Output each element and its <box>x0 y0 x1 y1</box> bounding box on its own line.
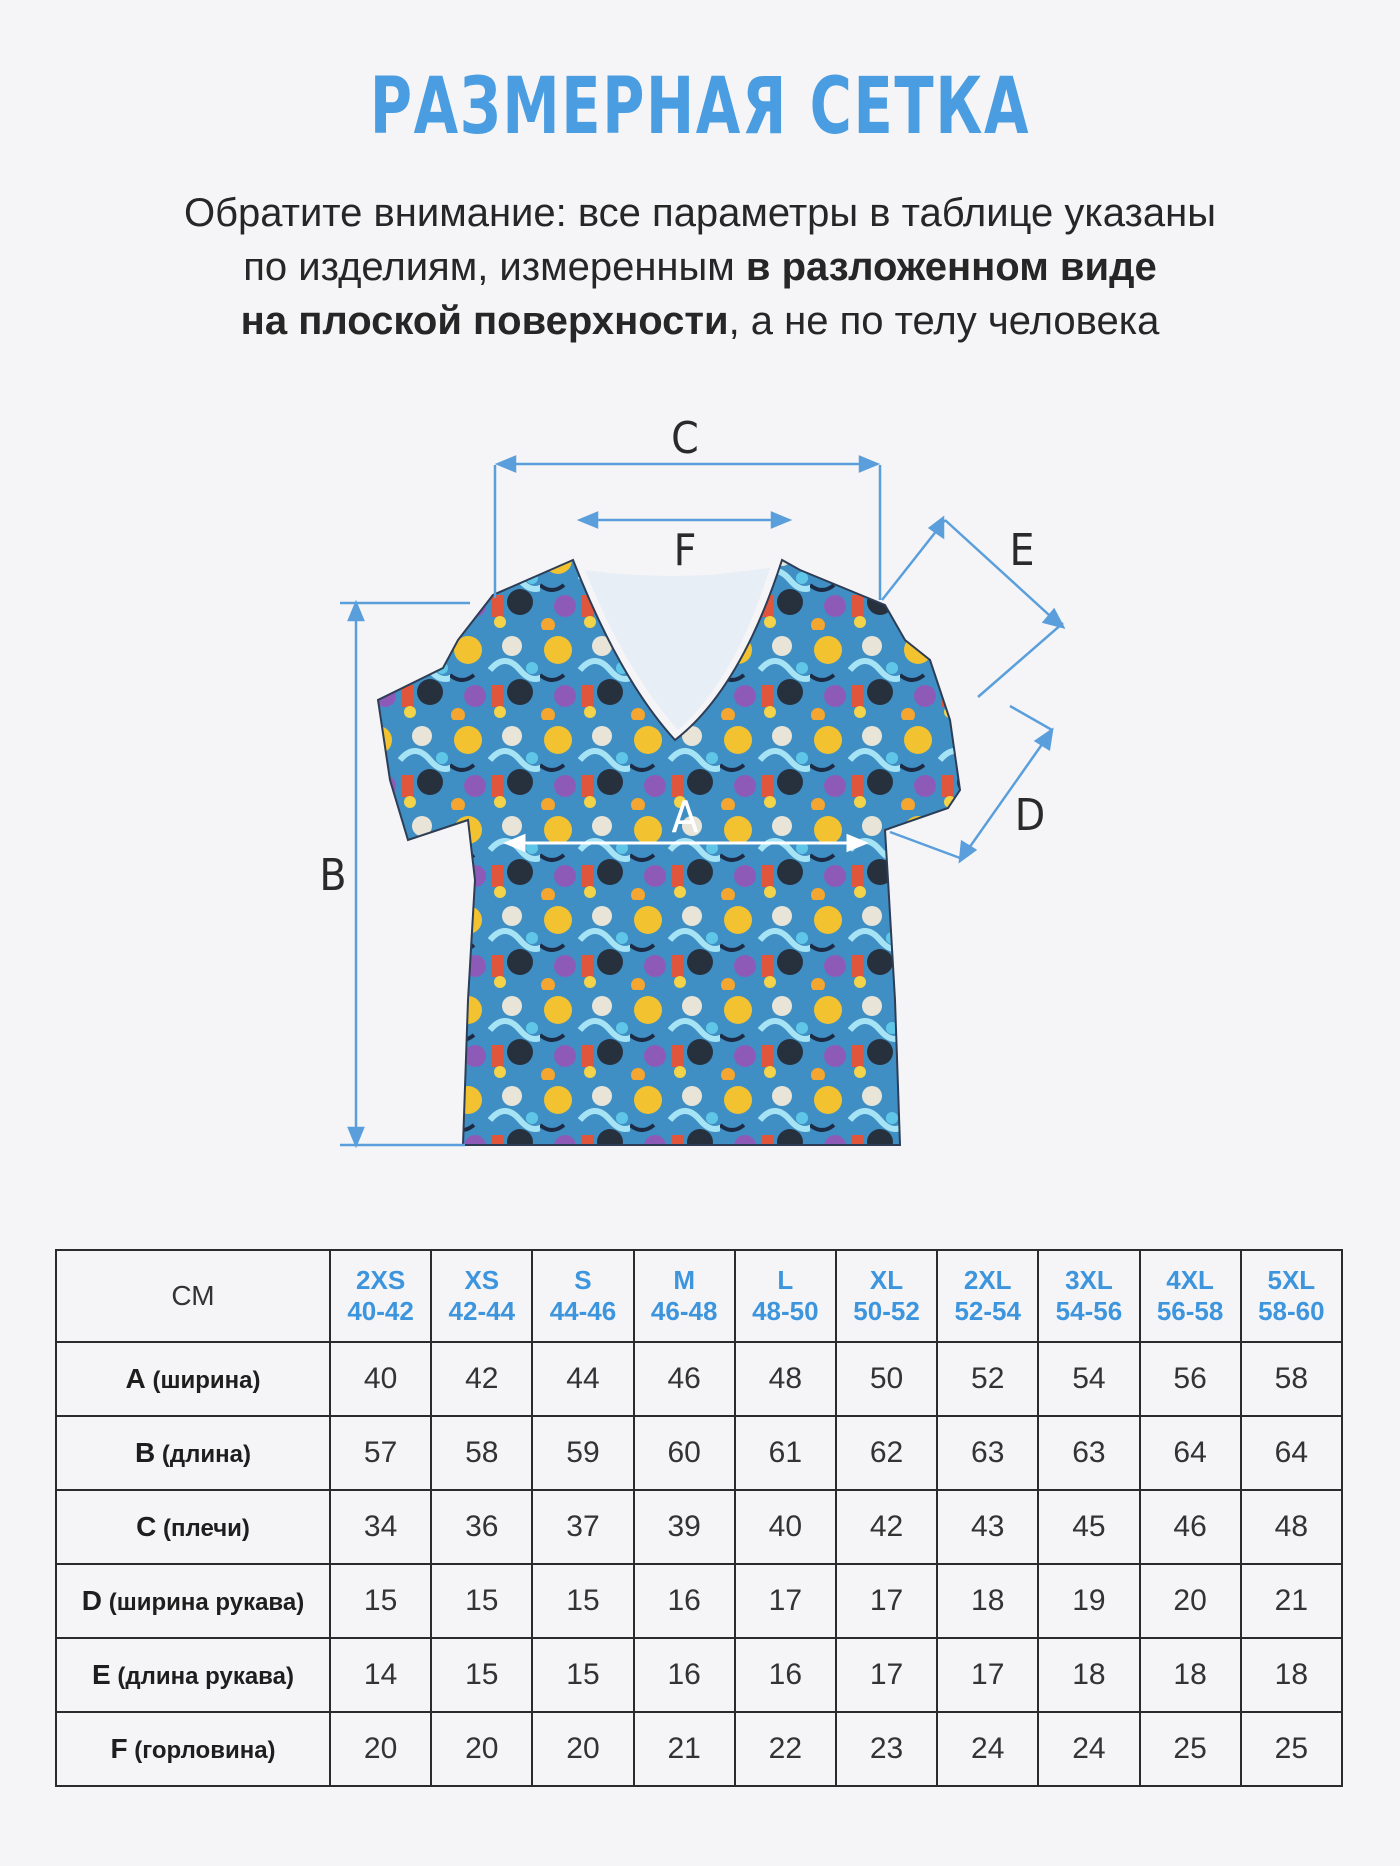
table-cell: 16 <box>634 1638 735 1712</box>
table-cell: 58 <box>431 1416 532 1490</box>
table-cell: 18 <box>1140 1638 1241 1712</box>
table-cell: 64 <box>1241 1416 1342 1490</box>
table-cell: 62 <box>836 1416 937 1490</box>
table-cell: 20 <box>532 1712 633 1786</box>
table-cell: 61 <box>735 1416 836 1490</box>
table-cell: 17 <box>836 1564 937 1638</box>
row-label <box>56 1564 330 1638</box>
table-cell: 14 <box>330 1638 431 1712</box>
table-cell: 57 <box>330 1416 431 1490</box>
size-column-header <box>1140 1250 1241 1342</box>
table-cell: 19 <box>1038 1564 1139 1638</box>
table-cell: 21 <box>634 1712 735 1786</box>
table-cell: 16 <box>735 1638 836 1712</box>
table-cell: 18 <box>1038 1638 1139 1712</box>
row-description: (горловина) <box>127 1737 276 1764</box>
size-table-body <box>56 1342 1342 1786</box>
size-column-header <box>634 1250 735 1342</box>
table-cell: 48 <box>1241 1490 1342 1564</box>
table-cell: 23 <box>836 1712 937 1786</box>
size-range: 42-44 <box>448 1296 516 1326</box>
size-header-row <box>56 1250 1342 1342</box>
page-title: РАЗМЕРНАЯ СЕТКА <box>369 62 1031 152</box>
table-cell: 48 <box>735 1342 836 1416</box>
label-b: B <box>319 850 347 901</box>
table-cell: 18 <box>1241 1638 1342 1712</box>
size-column-header <box>532 1250 633 1342</box>
table-row <box>56 1564 1342 1638</box>
table-cell: 20 <box>330 1712 431 1786</box>
table-cell: 46 <box>634 1342 735 1416</box>
unit-cell: СМ <box>56 1250 330 1342</box>
table-row <box>56 1416 1342 1490</box>
table-cell: 34 <box>330 1490 431 1564</box>
size-range: 54-56 <box>1055 1296 1123 1326</box>
table-cell: 17 <box>836 1638 937 1712</box>
size-name: S <box>574 1265 592 1295</box>
note-line-3-bold: на плоской поверхности <box>240 299 729 343</box>
table-cell: 44 <box>532 1342 633 1416</box>
row-label <box>56 1490 330 1564</box>
table-cell: 20 <box>1140 1564 1241 1638</box>
table-row <box>56 1638 1342 1712</box>
size-table <box>55 1249 1343 1787</box>
label-c: C <box>671 413 699 464</box>
table-cell: 58 <box>1241 1342 1342 1416</box>
table-cell: 21 <box>1241 1564 1342 1638</box>
row-description: (длина) <box>155 1441 251 1468</box>
row-label <box>56 1638 330 1712</box>
note-line-2-text: по изделиям, измеренным <box>243 245 746 289</box>
row-letter: E <box>92 1659 111 1690</box>
table-cell: 17 <box>937 1638 1038 1712</box>
table-cell: 15 <box>532 1638 633 1712</box>
table-cell: 45 <box>1038 1490 1139 1564</box>
size-range: 56-58 <box>1156 1296 1224 1326</box>
table-cell: 17 <box>735 1564 836 1638</box>
size-range: 46-48 <box>650 1296 718 1326</box>
size-name: 4XL <box>1166 1265 1214 1295</box>
table-cell: 54 <box>1038 1342 1139 1416</box>
table-cell: 16 <box>634 1564 735 1638</box>
row-description: (ширина рукава) <box>102 1589 305 1616</box>
note-line-2-bold: в разложенном виде <box>745 245 1157 289</box>
size-name: M <box>673 1265 695 1295</box>
row-letter: A <box>125 1363 146 1394</box>
table-cell: 25 <box>1241 1712 1342 1786</box>
label-e: E <box>1009 525 1035 576</box>
size-name: 5XL <box>1267 1265 1316 1295</box>
table-cell: 15 <box>431 1638 532 1712</box>
table-cell: 15 <box>330 1564 431 1638</box>
row-letter: B <box>135 1437 156 1468</box>
row-label <box>56 1712 330 1786</box>
size-column-header <box>836 1250 937 1342</box>
table-row <box>56 1342 1342 1416</box>
row-description: (ширина) <box>145 1367 261 1394</box>
table-cell: 40 <box>330 1342 431 1416</box>
row-letter: D <box>81 1585 103 1616</box>
size-range: 44-46 <box>549 1296 617 1326</box>
table-cell: 37 <box>532 1490 633 1564</box>
size-column-header <box>431 1250 532 1342</box>
table-cell: 43 <box>937 1490 1038 1564</box>
table-cell: 42 <box>836 1490 937 1564</box>
size-column-header <box>330 1250 431 1342</box>
table-cell: 15 <box>431 1564 532 1638</box>
table-cell: 60 <box>634 1416 735 1490</box>
table-row <box>56 1490 1342 1564</box>
table-cell: 50 <box>836 1342 937 1416</box>
table-cell: 24 <box>937 1712 1038 1786</box>
note-line-3-text: , а не по телу человека <box>728 299 1160 343</box>
row-label <box>56 1342 330 1416</box>
table-cell: 24 <box>1038 1712 1139 1786</box>
size-name: 3XL <box>1065 1265 1113 1295</box>
table-cell: 36 <box>431 1490 532 1564</box>
size-range: 40-42 <box>347 1296 414 1326</box>
row-letter: C <box>136 1511 157 1542</box>
table-cell: 15 <box>532 1564 633 1638</box>
size-column-header <box>1038 1250 1139 1342</box>
row-label <box>56 1416 330 1490</box>
row-letter: F <box>110 1733 128 1764</box>
table-cell: 20 <box>431 1712 532 1786</box>
table-cell: 18 <box>937 1564 1038 1638</box>
label-a: A <box>671 792 699 843</box>
row-description: (плечи) <box>156 1515 250 1542</box>
table-cell: 64 <box>1140 1416 1241 1490</box>
size-range: 52-54 <box>954 1296 1021 1326</box>
table-cell: 40 <box>735 1490 836 1564</box>
table-cell: 59 <box>532 1416 633 1490</box>
table-cell: 46 <box>1140 1490 1241 1564</box>
table-cell: 22 <box>735 1712 836 1786</box>
row-description: (длина рукава) <box>110 1663 294 1690</box>
size-column-header <box>937 1250 1038 1342</box>
size-name: L <box>777 1265 794 1295</box>
size-range: 50-52 <box>853 1296 920 1326</box>
table-cell: 39 <box>634 1490 735 1564</box>
size-range: 48-50 <box>752 1296 819 1326</box>
size-column-header <box>1241 1250 1342 1342</box>
table-cell: 42 <box>431 1342 532 1416</box>
note-line-1: Обратите внимание: все параметры в таблице указаны <box>184 191 1216 235</box>
size-name: 2XL <box>963 1265 1012 1295</box>
table-cell: 52 <box>937 1342 1038 1416</box>
table-cell: 56 <box>1140 1342 1241 1416</box>
label-f: F <box>673 525 697 576</box>
size-name: XS <box>464 1265 500 1295</box>
size-name: 2XS <box>356 1265 406 1295</box>
size-range: 58-60 <box>1258 1296 1325 1326</box>
table-cell: 63 <box>937 1416 1038 1490</box>
label-d: D <box>1014 790 1046 841</box>
size-column-header <box>735 1250 836 1342</box>
table-row <box>56 1712 1342 1786</box>
size-name: XL <box>869 1265 904 1295</box>
table-cell: 25 <box>1140 1712 1241 1786</box>
table-cell: 63 <box>1038 1416 1139 1490</box>
